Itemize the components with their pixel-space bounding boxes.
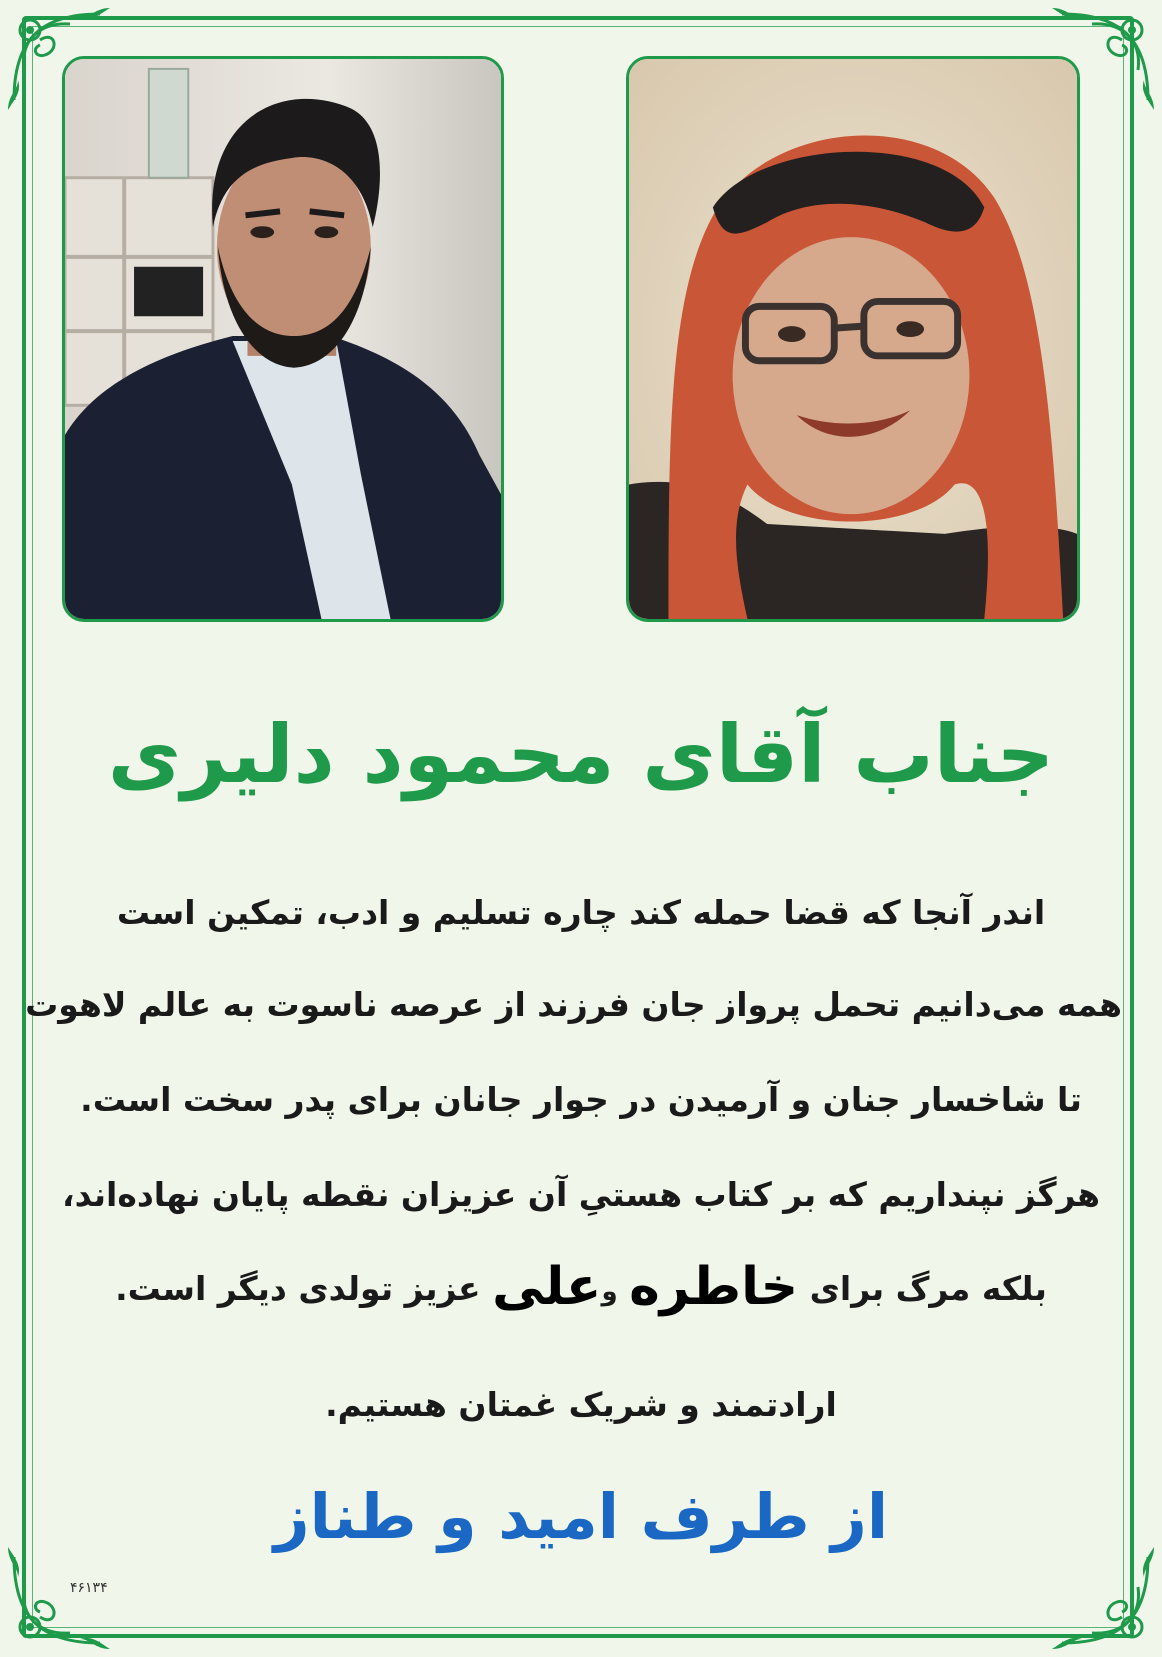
line5-before: بلکه مرگ برای xyxy=(809,1269,1047,1308)
condolence-line-4: هرگز نپنداریم که بر کتاب هستیِ آن عزیزان نقطه پایان نهاده‌اند، xyxy=(62,1175,1100,1214)
line5-after: عزیز تولدی دیگر است. xyxy=(115,1269,481,1308)
name-khatereh: خاطره xyxy=(629,1257,799,1317)
sender-signature: از طرف امید و طناز xyxy=(273,1480,889,1553)
condolence-line-5 xyxy=(40,1257,1122,1317)
condolence-line-3: تا شاخسار جنان و آرمیدن در جوار جانان برای پدر سخت است. xyxy=(80,1080,1082,1119)
ad-number: ۴۶۱۳۴ xyxy=(70,1580,108,1596)
condolence-line-1: اندر آنجا که قضا حمله کند چاره تسلیم و ادب، تمکین است xyxy=(116,893,1046,932)
woman-portrait-photo xyxy=(626,56,1080,622)
deceased-honoree-title: جناب آقای محمود دلیری xyxy=(107,708,1055,801)
name-ali: علی xyxy=(492,1257,602,1317)
man-portrait-photo xyxy=(62,56,504,622)
condolence-line-2: همه می‌دانیم تحمل پرواز جان فرزند از عرصه ناسوت به عالم لاهوت xyxy=(25,985,1122,1024)
condolence-line-6: ارادتمند و شریک غمتان هستیم. xyxy=(325,1385,837,1424)
conjunction: و xyxy=(601,1277,618,1307)
